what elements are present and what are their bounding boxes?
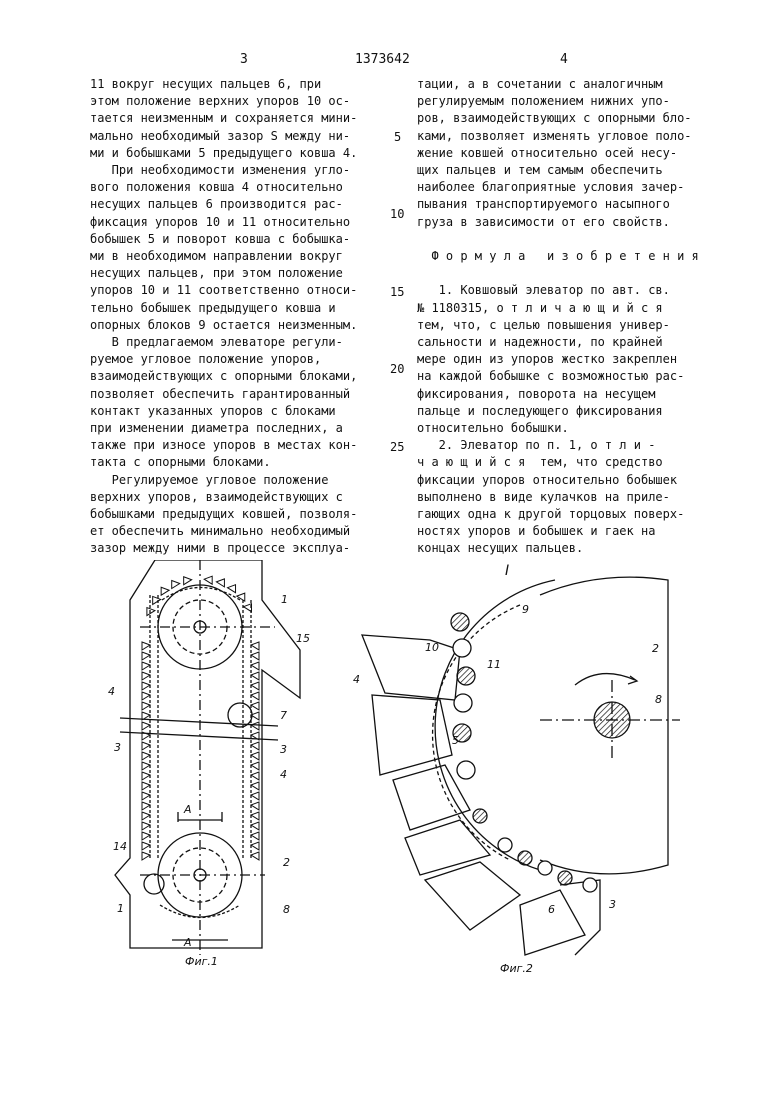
bucket-tooth <box>142 642 150 650</box>
bucket-tooth <box>216 579 224 587</box>
right-column-line: относительно бобышки. <box>417 421 569 436</box>
bucket-tooth <box>142 692 150 700</box>
fig2-title: I <box>505 563 510 579</box>
fig1-label-3-right: 3 <box>280 743 287 756</box>
bucket-tooth <box>251 752 259 760</box>
bucket-tooth <box>251 812 259 820</box>
line-number-10: 10 <box>390 207 405 221</box>
left-column-line: Регулируемое угловое положение <box>90 472 329 487</box>
bucket-tooth <box>142 772 150 780</box>
bucket-tooth <box>142 792 150 800</box>
bucket-tooth <box>161 587 169 595</box>
right-column-line: 2. Элеватор по п. 1, о т л и - <box>417 438 656 453</box>
fig2-label-2: 2 <box>652 642 659 655</box>
left-column-line: верхних упоров, взаимодействующих с <box>90 489 343 504</box>
line-number-5: 5 <box>394 130 402 144</box>
line-number-20: 20 <box>390 362 405 376</box>
bucket-tooth <box>142 722 150 730</box>
right-column-line <box>417 265 699 282</box>
right-column-line: № 1180315, о т л и ч а ю щ и й с я <box>417 300 663 315</box>
right-column-line: мере один из упоров жестко закреплен <box>417 352 678 367</box>
line-number-15: 15 <box>390 285 405 299</box>
bucket-tooth <box>142 682 150 690</box>
right-column-line: жение ковшей относительно осей несу- <box>417 145 678 160</box>
left-column-line: руемое угловое положение упоров, <box>90 352 322 367</box>
fig1-label-4-left: 4 <box>108 685 115 698</box>
left-column-line: бобышками предыдущих ковшей, позволя- <box>90 507 358 522</box>
fig2-caption: Фиг.2 <box>500 962 533 975</box>
bucket-tooth <box>251 662 259 670</box>
fig2-label-10: 10 <box>425 641 439 654</box>
left-column-line: При необходимости изменения угло- <box>90 163 351 178</box>
chain-pin <box>583 878 597 892</box>
fig2-label-6: 6 <box>548 903 555 916</box>
left-column-line: контакт указанных упоров с блоками <box>90 403 336 418</box>
chain-pin <box>454 694 472 712</box>
right-column-line: ров, взаимодействующих с опорными бло- <box>417 111 692 126</box>
fig1-label-3-left: 3 <box>114 741 121 754</box>
bucket-tooth <box>251 722 259 730</box>
bucket-tooth <box>251 792 259 800</box>
right-column-line: гающих одна к другой торцовых поверх- <box>417 507 685 522</box>
left-column-line: мально необходимый зазор S между ни- <box>90 128 351 143</box>
left-column-line: этом положение верхних упоров 10 ос- <box>90 94 351 109</box>
right-column-line: ч а ю щ и й с я тем, что средство <box>417 455 663 470</box>
bucket-tooth <box>184 577 192 585</box>
right-column-line: регулируемым положением нижних упо- <box>417 94 670 109</box>
right-column-line: фиксации упоров относительно бобышек <box>417 472 678 487</box>
bucket-tooth <box>251 802 259 810</box>
bucket-tooth <box>251 742 259 750</box>
patent-number: 1373642 <box>355 52 410 67</box>
left-column-line: бобышек 5 и поворот ковша с бобышка- <box>90 231 351 246</box>
bucket-tooth <box>142 782 150 790</box>
bucket-tooth <box>142 742 150 750</box>
left-column-line: опорных блоков 9 остается неизменным. <box>90 317 358 332</box>
right-column-line: груза в зависимости от его свойств. <box>417 214 670 229</box>
right-column-line: Ф о р м у л а и з о б р е т е н и я <box>417 249 699 264</box>
right-column-line: пальце и последующего фиксирования <box>417 403 663 418</box>
right-column-line: выполнено в виде кулачков на приле- <box>417 489 670 504</box>
bucket-tooth <box>251 822 259 830</box>
chain-pin <box>451 613 469 631</box>
bucket-tooth <box>142 842 150 850</box>
bucket-tooth <box>142 652 150 660</box>
bucket-tooth <box>142 812 150 820</box>
bucket-tooth <box>142 702 150 710</box>
bucket-tooth <box>237 593 245 601</box>
left-column-line: позволяет обеспечить гарантированный <box>90 386 351 401</box>
right-column-line: ностях упоров и бобышек и гаек на <box>417 524 656 539</box>
bucket-tooth <box>153 596 161 604</box>
bucket-tooth <box>142 672 150 680</box>
right-column-line: ками, позволяет изменять угловое поло- <box>417 128 692 143</box>
fig2-label-9: 9 <box>522 603 529 616</box>
fig2-label-5: 5 <box>452 734 459 747</box>
bucket-tooth <box>251 642 259 650</box>
right-column-line: наиболее благоприятные условия зачер- <box>417 180 685 195</box>
fig1-label-8: 8 <box>283 903 290 916</box>
left-column-line: ет обеспечить минимально необходимый <box>90 524 351 539</box>
bucket-tooth <box>172 580 180 588</box>
right-column-line: сальности и надежности, по крайней <box>417 335 663 350</box>
chain-pin <box>558 871 572 885</box>
right-column-line: пывания транспортируемого насыпного <box>417 197 670 212</box>
left-column-line: тельно бобышек предыдущего ковша и <box>90 300 336 315</box>
fig1-label-4-right: 4 <box>280 768 287 781</box>
figure-2-detail <box>362 577 680 955</box>
left-column-line: упоров 10 и 11 соответственно относи- <box>90 283 358 298</box>
left-column-line: несущих пальцев 6 производится рас- <box>90 197 343 212</box>
fig2-label-8: 8 <box>655 693 662 706</box>
bucket-tooth <box>142 802 150 810</box>
bucket-tooth <box>251 832 259 840</box>
bucket-tooth <box>251 842 259 850</box>
chain-pin <box>453 639 471 657</box>
bucket-tooth <box>142 822 150 830</box>
fig2-label-4: 4 <box>353 673 360 686</box>
bucket-tooth <box>251 652 259 660</box>
bucket-tooth <box>251 772 259 780</box>
fig1-label-1-top: 1 <box>281 593 288 606</box>
bucket-tooth <box>204 576 212 584</box>
right-column-line: концах несущих пальцев. <box>417 541 584 556</box>
left-column-line: при изменении диаметра последних, а <box>90 421 343 436</box>
chain-pin <box>457 761 475 779</box>
fig2-label-11: 11 <box>487 658 501 671</box>
left-column-line: такта с опорными блоками. <box>90 455 271 470</box>
left-column-line: В предлагаемом элеваторе регули- <box>90 335 343 350</box>
bucket-tooth <box>244 604 252 612</box>
bucket-tooth <box>251 762 259 770</box>
left-column-line: 11 вокруг несущих пальцев 6, при <box>90 77 322 91</box>
fig1-caption: Фиг.1 <box>185 955 218 968</box>
chain-pin <box>538 861 552 875</box>
bucket-tooth <box>251 692 259 700</box>
chain-pin <box>457 667 475 685</box>
chain-pin <box>518 851 532 865</box>
bucket-tooth <box>251 782 259 790</box>
bucket-tooth <box>142 762 150 770</box>
figures-drawing <box>0 560 780 990</box>
right-column <box>417 76 699 558</box>
bucket-tooth <box>142 852 150 860</box>
fig1-label-7: 7 <box>280 709 287 722</box>
left-column-line: несущих пальцев, при этом положение <box>90 266 343 281</box>
left-column-line: зазор между ними в процессе эксплуа- <box>90 541 351 556</box>
bucket-tooth <box>251 852 259 860</box>
bucket-tooth <box>251 672 259 680</box>
left-column-line: также при износе упоров в местах кон- <box>90 438 358 453</box>
left-column-line: ми и бобышками 5 предыдущего ковша 4. <box>90 145 358 160</box>
left-column-line: вого положения ковша 4 относительно <box>90 180 343 195</box>
figure-1-elevator <box>115 560 300 955</box>
bucket-tooth <box>228 585 236 593</box>
page-number-left: 3 <box>240 52 248 67</box>
line-number-25: 25 <box>390 440 405 454</box>
bucket-tooth <box>142 832 150 840</box>
right-column-line: фиксирования, поворота на несущем <box>417 386 656 401</box>
fig1-label-2: 2 <box>283 856 290 869</box>
left-column-line: тается неизменным и сохраняется мини- <box>90 111 358 126</box>
left-column-line: взаимодействующих с опорными блоками, <box>90 369 358 384</box>
bucket-tooth <box>147 608 155 616</box>
fig1-label-A-bottom: А <box>184 936 192 949</box>
right-column-line: щих пальцев и тем самым обеспечить <box>417 163 663 178</box>
left-column <box>90 76 357 558</box>
bucket-tooth <box>251 702 259 710</box>
page-number-right: 4 <box>560 52 568 67</box>
fig2-label-3: 3 <box>609 898 616 911</box>
bucket-tooth <box>142 752 150 760</box>
bucket-tooth <box>251 682 259 690</box>
right-column-line: на каждой бобышке с возможностью рас- <box>417 369 685 384</box>
right-column-line <box>417 231 699 248</box>
fig1-label-1-bottom: 1 <box>117 902 124 915</box>
chain-pin <box>473 809 487 823</box>
bucket-tooth <box>142 662 150 670</box>
chain-pin <box>498 838 512 852</box>
left-column-line: фиксация упоров 10 и 11 относительно <box>90 214 351 229</box>
right-column-line: тем, что, с целью повышения универ- <box>417 317 670 332</box>
fig1-label-15: 15 <box>296 632 310 645</box>
right-column-line: тации, а в сочетании с аналогичным <box>417 77 663 91</box>
left-column-line: ми в необходимом направлении вокруг <box>90 249 343 264</box>
fig1-label-A-top: А <box>184 803 192 816</box>
fig1-label-14: 14 <box>113 840 127 853</box>
right-column-line: 1. Ковшовый элеватор по авт. св. <box>417 283 670 298</box>
